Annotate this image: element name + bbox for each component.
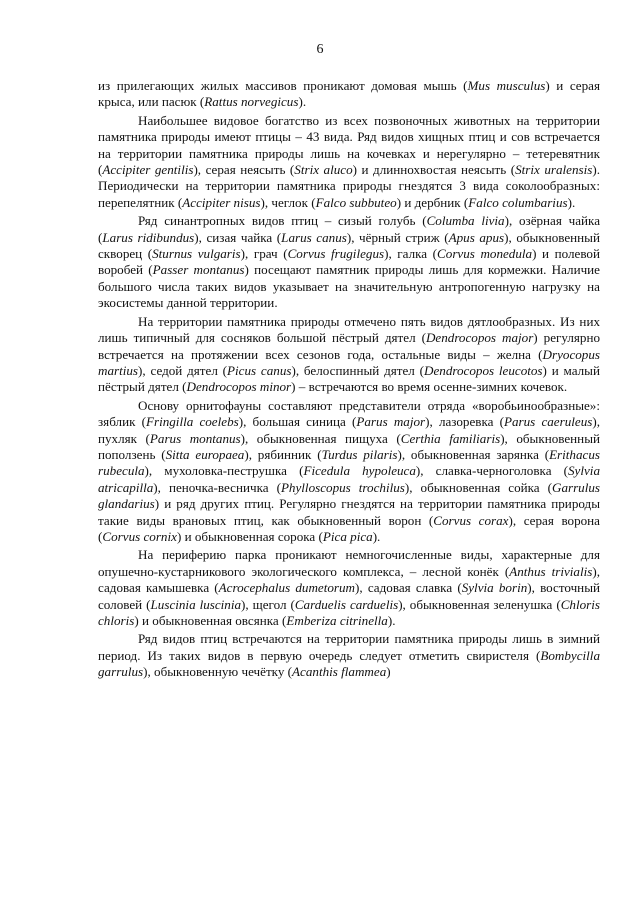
text-run: На периферию парка проникают немногочисленные виды, характерные для опушечно-кустарникового экологического комплекса, – лесной конёк (	[98, 547, 600, 579]
species-latin-name: Dryocopus martius	[98, 346, 600, 378]
species-latin-name: Acanthis flammea	[292, 664, 387, 680]
text-run: ) – встречаются во время осенне-зимних кочевок.	[291, 379, 568, 395]
text-run: ).	[372, 528, 381, 544]
paragraph-2	[98, 113, 600, 211]
species-latin-name: Apus apus	[448, 229, 505, 245]
text-run: ), озёрная чайка (	[98, 213, 601, 245]
text-run: ), грач (	[240, 246, 288, 262]
species-latin-name: Corvus cornix	[102, 528, 177, 544]
species-latin-name: Parus montanus	[149, 430, 241, 446]
paragraph-1	[98, 78, 600, 111]
species-latin-name: Dendrocopos major	[425, 330, 534, 346]
paragraph-6	[98, 547, 600, 629]
species-latin-name: Dendrocopos minor	[186, 379, 292, 395]
species-latin-name: Dendrocopos leucotos	[424, 362, 543, 378]
species-latin-name: Larus ridibundus	[102, 229, 195, 245]
species-latin-name: Acrocephalus dumetorum	[218, 580, 356, 596]
text-run: ), садовая камышевка (	[98, 563, 600, 596]
species-latin-name: Luscinia luscinia	[150, 596, 242, 612]
species-latin-name: Carduelis carduelis	[294, 596, 399, 612]
species-latin-name: Ficedula hypoleuca	[303, 463, 416, 479]
species-latin-name: Sylvia atricapilla	[98, 463, 600, 495]
species-latin-name: Sitta europaea	[165, 446, 245, 462]
species-latin-name: Falco columbarius	[468, 194, 568, 210]
text-run: ) и обыкновенная овсянка (	[134, 613, 287, 628]
species-latin-name: Bombycilla garrulus	[98, 647, 600, 680]
text-run: ), седой дятел (	[138, 362, 228, 378]
species-latin-name: Erithacus rubecula	[98, 446, 600, 479]
species-latin-name: Emberiza citrinella	[286, 613, 388, 628]
text-run: ), пеночка-весничка (	[153, 479, 281, 495]
text-run: ), обыкновенный скворец (	[98, 229, 600, 262]
species-latin-name: Picus canus	[227, 362, 292, 378]
species-latin-name: Columba livia	[426, 213, 505, 229]
page-number: 6	[316, 42, 324, 57]
species-latin-name: Certhia familiaris	[400, 430, 501, 446]
text-run: Основу орнитофауны составляют представители отряда «воробьинообразные»: зяблик (	[98, 397, 600, 430]
text-run: ) и малый пёстрый дятел (	[98, 362, 600, 395]
document-body	[98, 78, 600, 683]
species-latin-name: Parus caeruleus	[503, 414, 593, 430]
text-run: ), обыкновенная зеленушка (	[398, 596, 561, 612]
text-run: ), обыкновенную чечётку (	[143, 664, 293, 680]
text-run: ), чеглок (	[260, 194, 316, 210]
species-latin-name: Sylvia borin	[461, 580, 528, 596]
species-latin-name: Passer montanus	[152, 262, 245, 278]
text-run: ) и длиннохвостая неясыть (	[352, 162, 516, 178]
text-run: ) и серая крыса, или пасюк (	[98, 78, 600, 110]
text-run: ), лазоревка (	[425, 414, 504, 430]
species-latin-name: Strix aluco	[294, 162, 353, 178]
text-run: ), обыкновенный поползень (	[98, 430, 600, 462]
text-run: ), обыкновенная зарянка (	[397, 446, 550, 462]
text-run: ), садовая славка (	[355, 580, 462, 596]
text-run: ). Периодически на территории памятника природы гнездятся 3 вида соколообразных: перепелятник (	[98, 162, 600, 210]
text-run: ) и полевой воробей (	[98, 246, 600, 278]
species-latin-name: Pica pica	[322, 528, 373, 544]
text-run: ), пухляк (	[98, 414, 600, 446]
species-latin-name: Mus musculus	[467, 78, 546, 93]
species-latin-name: Parus major	[356, 414, 426, 430]
species-latin-name: Falco subbuteo	[315, 194, 397, 210]
text-run: ), рябинник (	[244, 446, 322, 462]
species-latin-name: Corvus monedula	[437, 246, 533, 262]
species-latin-name: Turdus pilaris	[321, 446, 398, 462]
text-run: ), сизая чайка (	[194, 229, 282, 245]
paragraph-7	[98, 631, 600, 680]
text-run: ), мухоловка-пеструшка (	[144, 463, 304, 479]
text-run: ), чёрный стриж (	[346, 229, 449, 245]
text-run: ) и дербник (	[396, 194, 469, 210]
species-latin-name: Sturnus vulgaris	[152, 246, 241, 262]
text-run: ) и обыкновенная сорока (	[176, 528, 323, 544]
species-latin-name: Garrulus glandarius	[98, 479, 601, 512]
species-latin-name: Corvus frugilegus	[287, 246, 385, 262]
text-run: Ряд синантропных видов птиц – сизый голубь (	[138, 213, 427, 229]
species-latin-name: Larus canus	[281, 229, 347, 245]
species-latin-name: Anthus trivialis	[509, 563, 593, 579]
text-run: ), белоспинный дятел (	[291, 362, 425, 378]
text-run: ).	[387, 613, 396, 628]
text-run: ), обыкновенная сойка (	[404, 479, 552, 495]
text-run: ), галка (	[384, 246, 438, 262]
species-latin-name: Corvus corax	[433, 512, 509, 528]
text-run: ).	[567, 194, 576, 210]
species-latin-name: Phylloscopus trochilus	[280, 479, 405, 495]
species-latin-name: Accipiter gentilis	[102, 162, 194, 178]
species-latin-name: Fringilla coelebs	[145, 414, 239, 430]
text-run: ), обыкновенная пищуха (	[240, 430, 401, 446]
text-run: )	[386, 664, 391, 680]
species-latin-name: Strix uralensis	[515, 162, 593, 178]
text-run: ), восточный соловей (	[98, 580, 600, 612]
paragraph-3	[98, 213, 600, 311]
paragraph-5	[98, 398, 600, 546]
text-run: ) посещают памятник природы лишь для кормежки. Наличие большого числа таких видов указывает на значительную антропогенную нагрузку на экосистемы данной территории.	[98, 262, 600, 311]
text-run: ).	[298, 94, 307, 110]
text-run: ), серая ворона (	[98, 512, 600, 544]
text-run: из прилегающих жилых массивов проникают домовая мышь (	[98, 78, 468, 93]
text-run: ) и ряд других птиц. Регулярно гнездятся на территории памятника природы такие виды врановых птиц, как обыкновенный ворон (	[98, 496, 600, 528]
paragraph-4	[98, 314, 600, 396]
text-run: Наибольшее видовое богатство из всех позвоночных животных на территории памятника природы имеют птицы – 43 вида. Ряд видов хищных птиц и сов встречается на территории памятника природы лишь на кочевках и нерегулярно – тетеревятник (	[98, 112, 600, 178]
text-run: На территории памятника природы отмечено пять видов дятлообразных. Из них лишь типичный для сосняков большой пёстрый дятел (	[98, 313, 600, 346]
text-run: ), большая синица (	[238, 414, 357, 430]
text-run: Ряд видов птиц встречаются на территории памятника природы лишь в зимний период. Из таких видов в первую очередь следует отметить свиристеля (	[98, 631, 600, 663]
species-latin-name: Rattus norvegicus	[204, 94, 299, 110]
species-latin-name: Accipiter nisus	[182, 194, 261, 210]
text-run: ), славка-черноголовка (	[415, 463, 568, 479]
species-latin-name: Chloris chloris	[98, 596, 600, 628]
text-run: ) регулярно встречается на протяжении всех сезонов года, остальные виды – желна (	[98, 330, 600, 362]
text-run: ), щегол (	[241, 596, 295, 612]
text-run: ), серая неясыть (	[193, 162, 295, 178]
